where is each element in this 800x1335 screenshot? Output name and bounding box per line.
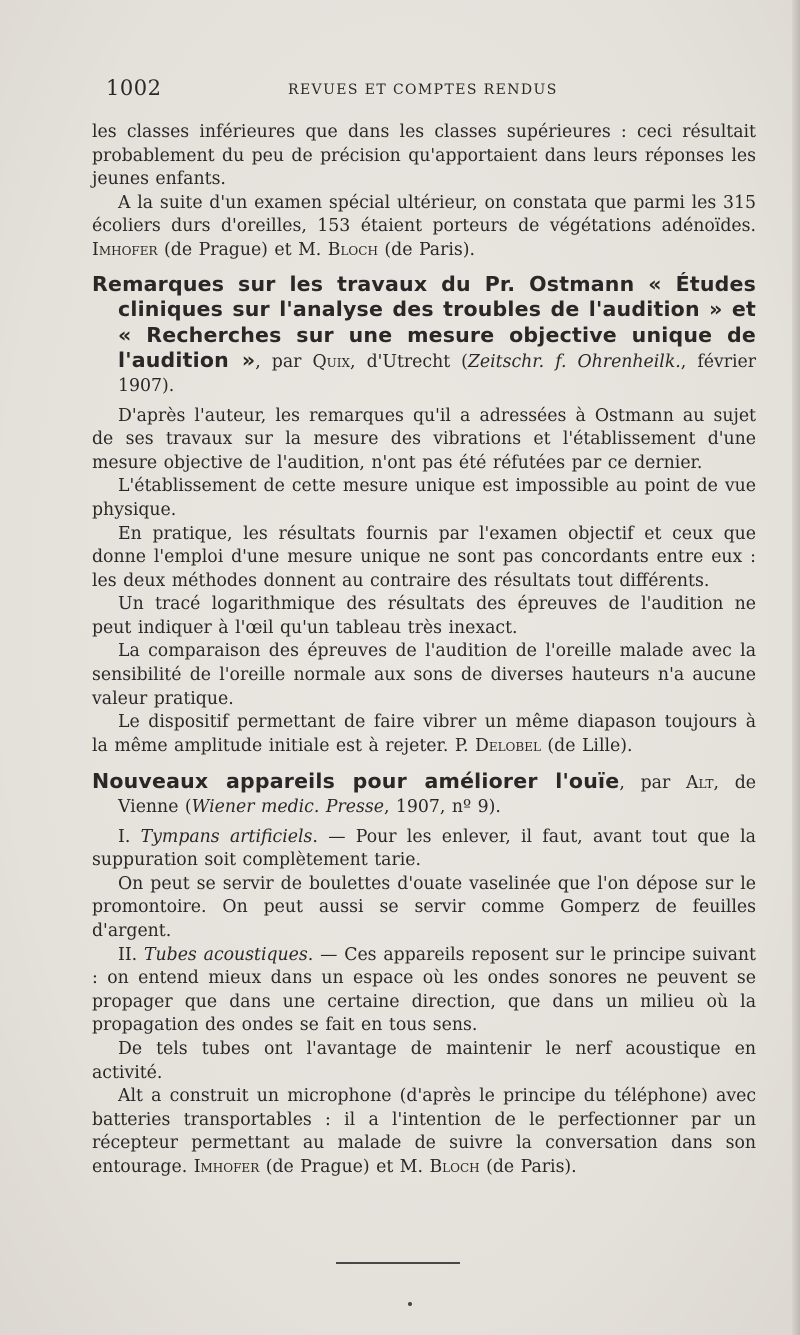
- paragraph: D'après l'auteur, les remarques qu'il a adressées à Ostmann au sujet de ses travaux sur la mesure des vibrations et l'établissement d'une mesure objective de l'audition, n'ont pas été réfutées par ce dernier.: [92, 405, 756, 473]
- running-title: REVUES ET COMPTES RENDUS: [288, 82, 558, 98]
- article-title: Remarques sur les travaux du Pr. Ostmann « Études cliniques sur l'analyse des troubles de l'audition » et « Recherches sur une mesure objective unique de l'audition »: [92, 271, 756, 373]
- continued-paragraph: les classes inférieures que dans les classes supérieures : ceci résultait probablement du peu de précision qu'apportaient dans leurs réponses les jeunes enfants.: [92, 122, 756, 190]
- section-title: Tubes acoustiques: [143, 944, 308, 965]
- paragraph-text: A la suite d'un examen spécial ultérieur, on constata que parmi les 315 écoliers durs d'oreilles, 153 étaient porteurs de végétations adénoïdes.: [92, 192, 756, 237]
- paragraph-text: (de Prague) et M.: [157, 239, 328, 260]
- paragraph: [92, 711, 756, 758]
- byline-text: , 1907, nº 9).: [383, 797, 501, 818]
- author-name: Alt: [685, 773, 714, 794]
- section-number: I.: [118, 826, 141, 847]
- paragraph: De tels tubes ont l'avantage de maintenir le nerf acoustique en activité.: [92, 1038, 756, 1083]
- author-name: Bloch: [429, 1156, 480, 1177]
- byline-text: , février 1907).: [118, 352, 756, 396]
- section-number: II.: [118, 944, 144, 965]
- journal-name: Zeitschr. f. Ohrenheilk.: [467, 352, 681, 373]
- paragraph: Un tracé logarithmique des résultats des épreuves de l'audition ne peut indiquer à l'œil qu'un tableau très inexact.: [92, 594, 756, 638]
- author-name: Quix: [312, 352, 351, 373]
- byline-text: , de Vienne (: [118, 773, 756, 818]
- section-title: Tympans artificiels: [140, 826, 313, 847]
- article-remarques: [92, 273, 756, 759]
- paragraph-text: (de Prague) et M.: [259, 1156, 430, 1177]
- byline-text: , par: [255, 352, 313, 373]
- page-spine-shadow: [792, 0, 800, 1335]
- author-name: Imhofer: [92, 239, 158, 260]
- paragraph: [92, 1085, 756, 1179]
- author-name: Delobel: [474, 735, 541, 756]
- paragraph: [92, 192, 756, 263]
- paragraph-text: (de Paris).: [377, 239, 475, 260]
- page-number: 1002: [106, 76, 162, 100]
- paragraph: On peut se servir de boulettes d'ouate vaselinée que l'on dépose sur le promontoire. On peut aussi se servir comme Gomperz de feuilles d'argent.: [92, 873, 756, 941]
- byline-text: , d'Utrecht (: [350, 352, 468, 373]
- paragraph-text: (de Paris).: [479, 1156, 577, 1177]
- article-title: Nouveaux appareils pour améliorer l'ouïe: [92, 769, 620, 794]
- paragraph-text: . — Ces appareils reposent sur le principe suivant : on entend mieux dans un espace où les ondes sonores ne peuvent se propager que dans une certaine direction, que dans un milieu où la propagation des ondes se fait en tous sens.: [92, 944, 756, 1036]
- author-name: Imhofer: [193, 1156, 260, 1177]
- paragraph-text: . — Pour les enlever, il faut, avant tout que la suppuration soit complètement tarie.: [92, 826, 756, 871]
- paragraph: [92, 826, 756, 873]
- signature-text: (de Lille).: [540, 735, 633, 756]
- paragraph: L'établissement de cette mesure unique est impossible au point de vue physique.: [92, 476, 756, 520]
- paragraph: En pratique, les résultats fournis par l'examen objectif et ceux que donne l'emploi d'une mesure unique ne sont pas concordants entre eux : les deux méthodes donnent au contraire des résultats tout différents.: [92, 523, 756, 591]
- byline-text: , par: [619, 773, 686, 794]
- printer-dot-mark: [408, 1302, 412, 1306]
- article-heading: [92, 770, 756, 819]
- paragraph: [92, 944, 756, 1038]
- article-heading: [92, 273, 756, 399]
- article-nouveaux-appareils: [92, 770, 756, 1179]
- section-divider-rule: [336, 1262, 460, 1264]
- signature-text: P.: [454, 735, 475, 756]
- page-header: [106, 76, 756, 106]
- page-body: [92, 121, 756, 1180]
- paragraph-text: Le dispositif permettant de faire vibrer un même diapason toujours à la même amplitude initiale est à rejeter.: [92, 712, 756, 756]
- paragraph-text: Alt a construit un microphone (d'après le principe du téléphone) avec batteries transportables : il a l'intention de le perfectionner par un récepteur permettant au malade de suivre la conversation dans son entourage.: [92, 1086, 756, 1177]
- paragraph: La comparaison des épreuves de l'audition de l'oreille malade avec la sensibilité de l'oreille normale aux sons de diverses hauteurs n'a aucune valeur pratique.: [92, 641, 756, 709]
- author-name: Bloch: [327, 239, 378, 260]
- journal-name: Wiener medic. Presse: [191, 797, 384, 818]
